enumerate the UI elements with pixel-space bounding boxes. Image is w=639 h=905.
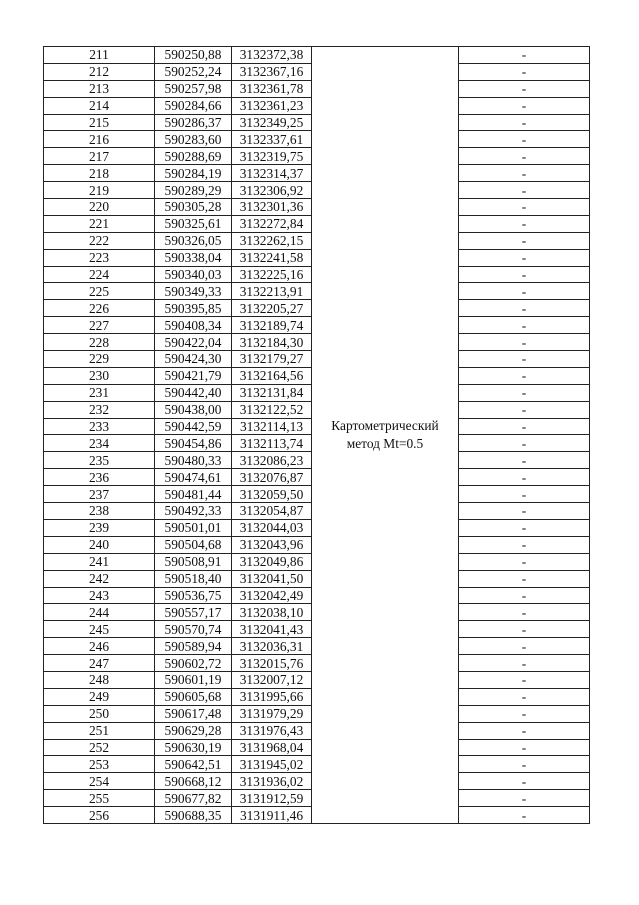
x-coordinate-cell: 590454,86 [155,435,232,452]
y-coordinate-cell: 3132189,74 [232,317,312,334]
x-coordinate-cell: 590492,33 [155,503,232,520]
y-coordinate-cell: 3132361,78 [232,80,312,97]
point-number-cell: 214 [44,97,155,114]
x-coordinate-cell: 590288,69 [155,148,232,165]
dash-cell: - [459,469,590,486]
dash-cell: - [459,249,590,266]
x-coordinate-cell: 590338,04 [155,249,232,266]
y-coordinate-cell: 3132372,38 [232,47,312,64]
y-coordinate-cell: 3132041,50 [232,570,312,587]
point-number-cell: 250 [44,705,155,722]
dash-cell: - [459,587,590,604]
dash-cell: - [459,807,590,824]
y-coordinate-cell: 3132361,23 [232,97,312,114]
x-coordinate-cell: 590442,40 [155,384,232,401]
point-number-cell: 234 [44,435,155,452]
x-coordinate-cell: 590677,82 [155,790,232,807]
x-coordinate-cell: 590340,03 [155,266,232,283]
dash-cell: - [459,705,590,722]
point-number-cell: 238 [44,503,155,520]
dash-cell: - [459,384,590,401]
y-coordinate-cell: 3132007,12 [232,671,312,688]
y-coordinate-cell: 3132164,56 [232,367,312,384]
dash-cell: - [459,80,590,97]
point-number-cell: 229 [44,351,155,368]
dash-cell: - [459,351,590,368]
dash-cell: - [459,199,590,216]
point-number-cell: 213 [44,80,155,97]
method-label-line2: метод Mt=0.5 [346,435,424,451]
y-coordinate-cell: 3131995,66 [232,688,312,705]
dash-cell: - [459,638,590,655]
dash-cell: - [459,401,590,418]
dash-cell: - [459,418,590,435]
x-coordinate-cell: 590601,19 [155,671,232,688]
x-coordinate-cell: 590421,79 [155,367,232,384]
point-number-cell: 251 [44,722,155,739]
y-coordinate-cell: 3132049,86 [232,553,312,570]
point-number-cell: 253 [44,756,155,773]
y-coordinate-cell: 3132113,74 [232,435,312,452]
y-coordinate-cell: 3132306,92 [232,182,312,199]
point-number-cell: 227 [44,317,155,334]
x-coordinate-cell: 590668,12 [155,773,232,790]
point-number-cell: 216 [44,131,155,148]
point-number-cell: 219 [44,182,155,199]
point-number-cell: 256 [44,807,155,824]
point-number-cell: 254 [44,773,155,790]
point-number-cell: 211 [44,47,155,64]
dash-cell: - [459,604,590,621]
x-coordinate-cell: 590508,91 [155,553,232,570]
point-number-cell: 231 [44,384,155,401]
y-coordinate-cell: 3131936,02 [232,773,312,790]
point-number-cell: 215 [44,114,155,131]
x-coordinate-cell: 590438,00 [155,401,232,418]
x-coordinate-cell: 590408,34 [155,317,232,334]
point-number-cell: 217 [44,148,155,165]
method-label-line1: Картометрический [331,417,439,433]
point-number-cell: 244 [44,604,155,621]
x-coordinate-cell: 590250,88 [155,47,232,64]
y-coordinate-cell: 3132041,43 [232,621,312,638]
x-coordinate-cell: 590688,35 [155,807,232,824]
dash-cell: - [459,131,590,148]
y-coordinate-cell: 3132038,10 [232,604,312,621]
y-coordinate-cell: 3132044,03 [232,519,312,536]
y-coordinate-cell: 3132179,27 [232,351,312,368]
point-number-cell: 239 [44,519,155,536]
point-number-cell: 255 [44,790,155,807]
table-row [44,47,590,64]
x-coordinate-cell: 590284,19 [155,165,232,182]
y-coordinate-cell: 3131979,29 [232,705,312,722]
y-coordinate-cell: 3132114,13 [232,418,312,435]
y-coordinate-cell: 3132367,16 [232,63,312,80]
x-coordinate-cell: 590289,29 [155,182,232,199]
dash-cell: - [459,300,590,317]
x-coordinate-cell: 590589,94 [155,638,232,655]
x-coordinate-cell: 590536,75 [155,587,232,604]
coordinates-table [43,46,590,824]
y-coordinate-cell: 3132086,23 [232,452,312,469]
dash-cell: - [459,334,590,351]
point-number-cell: 235 [44,452,155,469]
dash-cell: - [459,452,590,469]
point-number-cell: 228 [44,334,155,351]
dash-cell: - [459,317,590,334]
x-coordinate-cell: 590284,66 [155,97,232,114]
y-coordinate-cell: 3132076,87 [232,469,312,486]
point-number-cell: 226 [44,300,155,317]
dash-cell: - [459,756,590,773]
x-coordinate-cell: 590629,28 [155,722,232,739]
x-coordinate-cell: 590325,61 [155,215,232,232]
dash-cell: - [459,722,590,739]
x-coordinate-cell: 590252,24 [155,63,232,80]
y-coordinate-cell: 3132213,91 [232,283,312,300]
x-coordinate-cell: 590422,04 [155,334,232,351]
point-number-cell: 222 [44,232,155,249]
dash-cell: - [459,739,590,756]
dash-cell: - [459,182,590,199]
x-coordinate-cell: 590617,48 [155,705,232,722]
dash-cell: - [459,283,590,300]
point-number-cell: 225 [44,283,155,300]
point-number-cell: 237 [44,486,155,503]
dash-cell: - [459,215,590,232]
dash-cell: - [459,773,590,790]
point-number-cell: 245 [44,621,155,638]
point-number-cell: 241 [44,553,155,570]
point-number-cell: 220 [44,199,155,216]
y-coordinate-cell: 3132314,37 [232,165,312,182]
point-number-cell: 252 [44,739,155,756]
x-coordinate-cell: 590504,68 [155,536,232,553]
y-coordinate-cell: 3132349,25 [232,114,312,131]
point-number-cell: 212 [44,63,155,80]
y-coordinate-cell: 3132054,87 [232,503,312,520]
dash-cell: - [459,688,590,705]
point-number-cell: 247 [44,655,155,672]
point-number-cell: 242 [44,570,155,587]
point-number-cell: 233 [44,418,155,435]
x-coordinate-cell: 590518,40 [155,570,232,587]
dash-cell: - [459,503,590,520]
dash-cell: - [459,63,590,80]
dash-cell: - [459,621,590,638]
dash-cell: - [459,553,590,570]
point-number-cell: 230 [44,367,155,384]
y-coordinate-cell: 3132337,61 [232,131,312,148]
dash-cell: - [459,790,590,807]
dash-cell: - [459,114,590,131]
x-coordinate-cell: 590557,17 [155,604,232,621]
point-number-cell: 248 [44,671,155,688]
point-number-cell: 218 [44,165,155,182]
dash-cell: - [459,570,590,587]
x-coordinate-cell: 590642,51 [155,756,232,773]
y-coordinate-cell: 3131945,02 [232,756,312,773]
table-body [44,47,590,824]
y-coordinate-cell: 3132272,84 [232,215,312,232]
y-coordinate-cell: 3131976,43 [232,722,312,739]
dash-cell: - [459,519,590,536]
y-coordinate-cell: 3132015,76 [232,655,312,672]
point-number-cell: 221 [44,215,155,232]
x-coordinate-cell: 590501,01 [155,519,232,536]
x-coordinate-cell: 590305,28 [155,199,232,216]
y-coordinate-cell: 3132225,16 [232,266,312,283]
y-coordinate-cell: 3132262,15 [232,232,312,249]
dash-cell: - [459,47,590,64]
dash-cell: - [459,165,590,182]
point-number-cell: 224 [44,266,155,283]
y-coordinate-cell: 3132205,27 [232,300,312,317]
dash-cell: - [459,536,590,553]
x-coordinate-cell: 590326,05 [155,232,232,249]
dash-cell: - [459,655,590,672]
point-number-cell: 246 [44,638,155,655]
y-coordinate-cell: 3131968,04 [232,739,312,756]
x-coordinate-cell: 590602,72 [155,655,232,672]
point-number-cell: 232 [44,401,155,418]
x-coordinate-cell: 590257,98 [155,80,232,97]
point-number-cell: 236 [44,469,155,486]
x-coordinate-cell: 590605,68 [155,688,232,705]
point-number-cell: 223 [44,249,155,266]
y-coordinate-cell: 3132042,49 [232,587,312,604]
y-coordinate-cell: 3132319,75 [232,148,312,165]
x-coordinate-cell: 590630,19 [155,739,232,756]
x-coordinate-cell: 590286,37 [155,114,232,131]
y-coordinate-cell: 3132184,30 [232,334,312,351]
x-coordinate-cell: 590474,61 [155,469,232,486]
y-coordinate-cell: 3132301,36 [232,199,312,216]
dash-cell: - [459,486,590,503]
y-coordinate-cell: 3131911,46 [232,807,312,824]
x-coordinate-cell: 590442,59 [155,418,232,435]
x-coordinate-cell: 590570,74 [155,621,232,638]
dash-cell: - [459,266,590,283]
dash-cell: - [459,367,590,384]
y-coordinate-cell: 3132036,31 [232,638,312,655]
point-number-cell: 249 [44,688,155,705]
y-coordinate-cell: 3132043,96 [232,536,312,553]
dash-cell: - [459,148,590,165]
dash-cell: - [459,232,590,249]
x-coordinate-cell: 590283,60 [155,131,232,148]
point-number-cell: 243 [44,587,155,604]
y-coordinate-cell: 3132059,50 [232,486,312,503]
x-coordinate-cell: 590424,30 [155,351,232,368]
y-coordinate-cell: 3132122,52 [232,401,312,418]
y-coordinate-cell: 3132131,84 [232,384,312,401]
x-coordinate-cell: 590349,33 [155,283,232,300]
dash-cell: - [459,97,590,114]
point-number-cell: 240 [44,536,155,553]
x-coordinate-cell: 590481,44 [155,486,232,503]
x-coordinate-cell: 590480,33 [155,452,232,469]
dash-cell: - [459,435,590,452]
x-coordinate-cell: 590395,85 [155,300,232,317]
dash-cell: - [459,671,590,688]
method-cell [312,47,459,824]
y-coordinate-cell: 3131912,59 [232,790,312,807]
y-coordinate-cell: 3132241,58 [232,249,312,266]
